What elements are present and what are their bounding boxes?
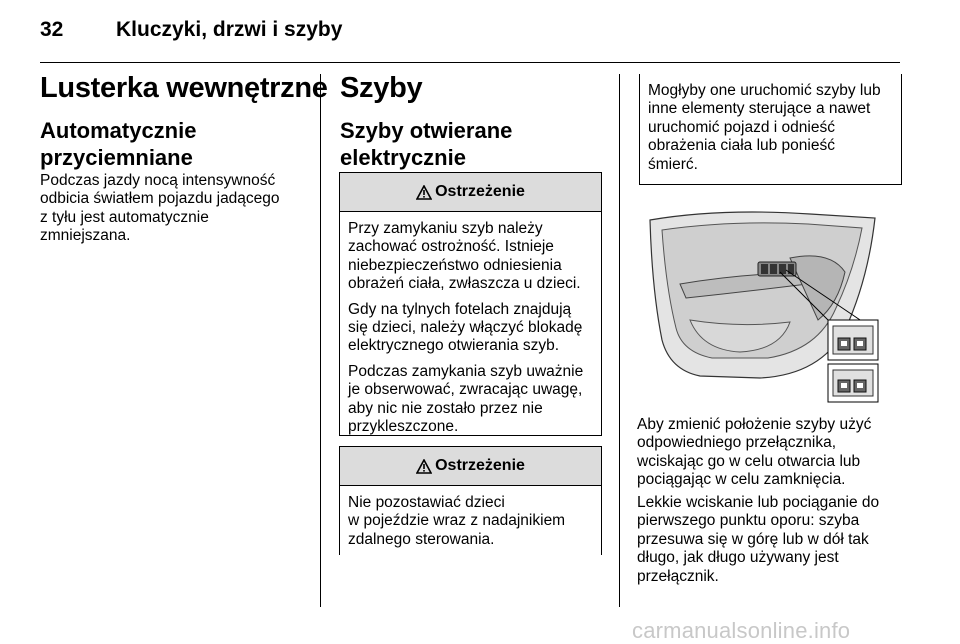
section-title-mirror: Lusterka wewnętrzne (40, 72, 328, 104)
warning-label: Ostrzeżenie (435, 457, 525, 474)
text-line: zmniejszana. (40, 227, 131, 245)
column-divider-right (619, 74, 620, 607)
warning-paragraph (348, 494, 593, 549)
section-title-windows: Szyby (340, 72, 423, 104)
text-line: Lekkie wciskanie lub pociąganie do (637, 494, 880, 511)
subtitle-line: Szyby otwierane (340, 118, 513, 143)
text-line: aby nic nie zostało przez nie (348, 399, 543, 417)
text-line: elektrycznego otwierania szyb. (348, 337, 560, 355)
warning-body (340, 486, 601, 562)
text-line: długo, jak długo używany jest (637, 549, 839, 567)
text-line: wciskając go w celu otwarcia lub (637, 452, 861, 470)
subtitle-line: przyciemniane (40, 145, 193, 170)
chapter-title: Kluczyki, drzwi i szyby (116, 18, 343, 41)
warning-box (339, 172, 602, 436)
warning-paragraph (348, 363, 593, 437)
warning-box (339, 446, 602, 555)
text-line: śmierć. (648, 155, 698, 173)
text-line: z tyłu jest automatycznie (40, 208, 209, 226)
column-divider-left (320, 74, 321, 607)
text-line: Podczas jazdy nocą intensywność (40, 172, 276, 189)
text-line: pociągając w celu zamknięcia. (637, 471, 846, 489)
header-rule (40, 62, 900, 63)
warning-paragraph (348, 301, 593, 356)
text-line: pierwszego punktu oporu: szyba (637, 512, 860, 530)
text-line: Przy zamykaniu szyb należy (348, 220, 543, 237)
subsection-title-auto-dim (40, 117, 196, 171)
page-number: 32 (40, 18, 64, 41)
text-line: niebezpieczeństwo odniesienia (348, 256, 562, 274)
text-line: Mogłyby one uruchomić szyby lub (648, 82, 881, 99)
warning-icon (416, 459, 432, 474)
text-line: przełącznik. (637, 567, 719, 585)
text-line: je obserwować, zwracając uwagę, (348, 381, 583, 399)
text-line: obrażenia ciała lub ponieść (648, 137, 835, 155)
warning-header (340, 447, 601, 486)
door-panel-illustration (640, 200, 890, 405)
text-line: inne elementy sterujące a nawet (648, 100, 871, 118)
window-instructions-p1 (637, 416, 871, 490)
subtitle-line: Automatycznie (40, 118, 197, 143)
text-line: odbicia światłem pojazdu jadącego (40, 190, 280, 208)
text-line: Nie pozostawiać dzieci (348, 494, 505, 511)
warning-header (340, 173, 601, 212)
text-line: Aby zmienić położenie szyby użyć (637, 416, 872, 433)
text-line: zdalnego sterowania. (348, 530, 495, 548)
text-line: Gdy na tylnych fotelach znajdują (348, 300, 572, 318)
warning-icon (416, 185, 432, 200)
subsection-title-power-windows (340, 117, 512, 171)
warning-label: Ostrzeżenie (435, 183, 525, 200)
subtitle-line: elektrycznie (340, 145, 466, 170)
text-line: przykleszczone. (348, 418, 459, 436)
text-line: w pojeździe wraz z nadajnikiem (348, 512, 566, 530)
text-line: zachować ostrożność. Istnieje (348, 238, 554, 256)
warning-body (340, 212, 601, 449)
window-instructions-p2 (637, 494, 879, 586)
text-line: uruchomić pojazd i odnieść (648, 118, 835, 136)
text-line: Podczas zamykania szyb uważnie (348, 362, 584, 380)
text-line: obrażeń ciała, zwłaszcza u dzieci. (348, 275, 581, 293)
warning-continuation-box (639, 74, 902, 185)
warning-paragraph (348, 220, 593, 294)
watermark: carmanualsonline.info (632, 618, 851, 643)
text-line: odpowiedniego przełącznika, (637, 434, 837, 452)
text-line: przesuwa się w górę lub w dół tak (637, 530, 869, 548)
text-line: się dzieci, należy włączyć blokadę (348, 319, 583, 337)
mirror-body-text (40, 172, 280, 246)
